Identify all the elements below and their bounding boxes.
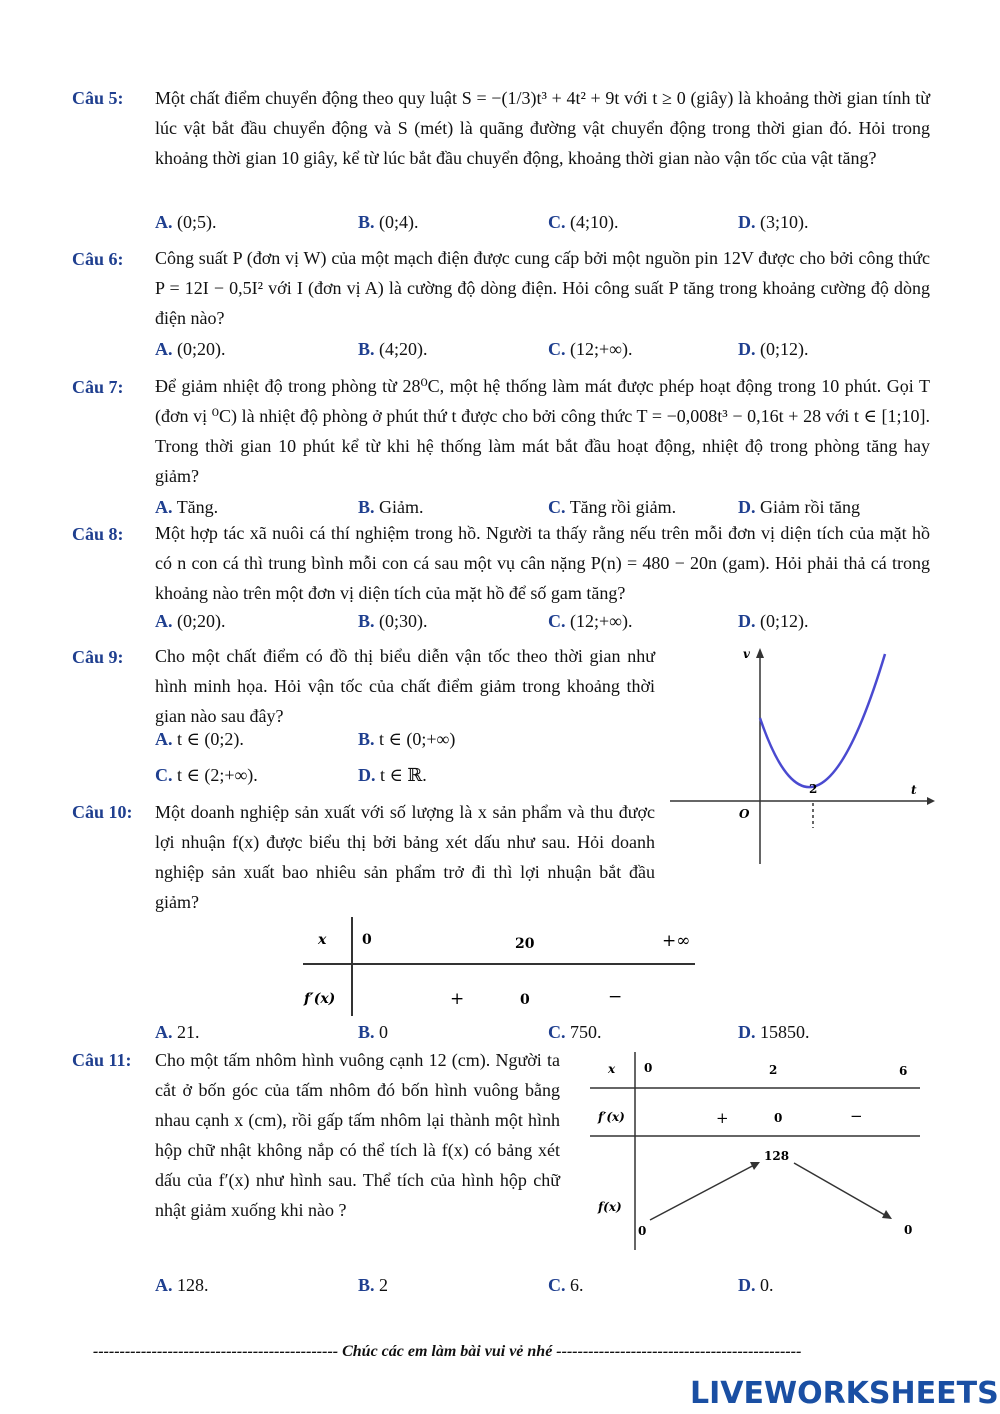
decrease-arrow	[794, 1163, 890, 1218]
q6-option-b[interactable]: B. (4;20).	[358, 339, 428, 359]
q6-option-a[interactable]: A. (0;20).	[155, 339, 226, 359]
v-axis-arrow	[756, 648, 764, 658]
q5-option-b[interactable]: B. (0;4).	[358, 212, 419, 232]
increase-arrow	[650, 1163, 758, 1220]
x0: 0	[644, 1061, 653, 1075]
q5-option-d[interactable]: D. (3;10).	[738, 212, 809, 232]
q6-label: Câu 6:	[72, 249, 124, 269]
velocity-curve	[760, 654, 885, 787]
q7-label: Câu 7:	[72, 377, 124, 397]
liveworksheets-logo[interactable]: LIVEWORKSHEETS	[690, 1376, 999, 1411]
q9-option-a[interactable]: A. t ∈ (0;2).	[155, 729, 244, 749]
x1: 2	[769, 1063, 778, 1077]
sign-minus: −	[850, 1107, 863, 1125]
q11-option-d[interactable]: D. 0.	[738, 1275, 774, 1295]
q11-text: Cho một tấm nhôm hình vuông cạnh 12 (cm). Người ta cắt ở bốn góc của tấm nhôm đó bốn hình vuông bằng nhau cạnh x (cm), rồi gấp tấm nhôm lại thành một hình hộp chữ nhật không nắp có thể tích là f(x) có bảng xét dấu của f′(x) như hình sau. Thể tích của hình hộp chữ nhật giảm xuống khi nào ?	[155, 1050, 560, 1220]
x2: +∞	[662, 931, 691, 951]
q10-text: Một doanh nghiệp sản xuất với số lượng là x sản phẩm và thu được lợi nhuận f(x) được biểu thị bởi bảng xét dấu như sau. Hỏi doanh nghiệp sản xuất bao nhiêu sản phẩm trở đi thì lợi nhuận bắt đầu giảm?	[155, 802, 655, 912]
q7-text: Để giảm nhiệt độ trong phòng từ 28⁰C, một hệ thống làm mát được phép hoạt động trong 10 phút. Gọi T (đơn vị ⁰C) là nhiệt độ phòng ở phút thứ t được cho bởi công thức T = −0,008t³ − 0,16t + 28 với t ∈ [1;10]. Trong thời gian 10 phút kể từ khi hệ thống làm mát bắt đầu hoạt động, nhiệt độ trong phòng tăng hay giảm?	[155, 376, 930, 486]
t-label: t	[911, 783, 917, 797]
q9-option-c[interactable]: C. t ∈ (2;+∞).	[155, 765, 258, 785]
q5-label: Câu 5:	[72, 88, 124, 108]
q11-option-b[interactable]: B. 2	[358, 1275, 389, 1295]
origin-label: O	[739, 807, 750, 821]
q8-option-a[interactable]: A. (0;20).	[155, 611, 226, 631]
q5-option-a[interactable]: A. (0;5).	[155, 212, 217, 232]
q9-text: Cho một chất điểm có đồ thị biểu diễn vận tốc theo thời gian như hình minh họa. Hỏi vận tốc của chất điểm giảm trong khoảng thời gian nào sau đây?	[155, 646, 655, 726]
f-at-0: 0	[638, 1224, 647, 1238]
fprime-head: f′(x)	[304, 991, 336, 1007]
sign-minus: −	[608, 987, 623, 1007]
t-axis-arrow	[927, 797, 935, 805]
f-at-6: 0	[904, 1223, 913, 1237]
variation-table-q11	[588, 1048, 928, 1253]
q5-text: Một chất điểm chuyển động theo quy luật S = −(1/3)t³ + 4t² + 9t với t ≥ 0 (giây) là khoảng thời gian tính từ lúc vật bắt đầu chuyển động và S (mét) là quãng đường vật chuyển động trong thời gian đó. Hỏi trong khoảng thời gian 10 giây, kể từ lúc bắt đầu chuyển động, khoảng thời gian nào vận tốc của vật tăng?	[155, 88, 930, 168]
q8-option-b[interactable]: B. (0;30).	[358, 611, 428, 631]
sign-table-q10	[300, 912, 700, 1022]
q6-text: Công suất P (đơn vị W) của một mạch điện được cung cấp bởi một nguồn pin 12V được cho bởi công thức P = 12I − 0,5I² với I (đơn vị A) là cường độ dòng điện. Hỏi công suất P tăng trong khoảng cường độ dòng điện nào?	[155, 248, 930, 328]
q10-label: Câu 10:	[72, 802, 133, 822]
q8-label: Câu 8:	[72, 524, 124, 544]
q8-option-d[interactable]: D. (0;12).	[738, 611, 809, 631]
footer-message: ---------------------------------------------- Chúc các em làm bài vui vẻ nhé ----------------------------------------------	[93, 1343, 802, 1360]
q9-option-d[interactable]: D. t ∈ ℝ.	[358, 765, 427, 785]
q6-option-d[interactable]: D. (0;12).	[738, 339, 809, 359]
sign-zero: 0	[520, 992, 530, 1008]
sign-plus: +	[716, 1109, 729, 1127]
x0: 0	[362, 932, 372, 948]
q9-option-b[interactable]: B. t ∈ (0;+∞)	[358, 729, 456, 749]
q5-option-c[interactable]: C. (4;10).	[548, 212, 619, 232]
q10-option-a[interactable]: A. 21.	[155, 1022, 200, 1042]
f-head: f(x)	[598, 1200, 622, 1214]
q10-option-d[interactable]: D. 15850.	[738, 1022, 810, 1042]
max-value: 128	[764, 1149, 790, 1163]
q11-option-a[interactable]: A. 128.	[155, 1275, 209, 1295]
x-head: x	[608, 1062, 616, 1076]
q8-text: Một hợp tác xã nuôi cá thí nghiệm trong hồ. Người ta thấy rằng nếu trên mỗi đơn vị diện tích của mặt hồ có n con cá thì trung bình mỗi con cá sau một vụ cân nặng P(n) = 480 − 20n (gam). Hỏi phải thả cá trong khoảng nào trên một đơn vị diện tích của mặt hồ để số gam tăng?	[155, 523, 930, 603]
q11-option-c[interactable]: C. 6.	[548, 1275, 584, 1295]
x1: 20	[515, 936, 535, 952]
sign-zero: 0	[774, 1111, 783, 1125]
q9-label: Câu 9:	[72, 647, 124, 667]
q10-option-c[interactable]: C. 750.	[548, 1022, 602, 1042]
x-head: x	[318, 932, 327, 948]
sign-plus: +	[450, 989, 465, 1009]
fprime-head: f′(x)	[598, 1110, 625, 1124]
v-label: v	[743, 647, 750, 661]
q7-option-a[interactable]: A. Tăng.	[155, 497, 219, 517]
q8-option-c[interactable]: C. (12;+∞).	[548, 611, 633, 631]
q7-option-d[interactable]: D. Giảm rồi tăng	[738, 497, 860, 517]
velocity-graph	[665, 640, 935, 870]
q11-label: Câu 11:	[72, 1050, 132, 1070]
q7-option-b[interactable]: B. Giảm.	[358, 497, 424, 517]
x2: 6	[899, 1064, 908, 1078]
q7-option-c[interactable]: C. Tăng rồi giảm.	[548, 497, 677, 517]
tick-2-label: 2	[809, 782, 818, 796]
q10-option-b[interactable]: B. 0	[358, 1022, 389, 1042]
q6-option-c[interactable]: C. (12;+∞).	[548, 339, 633, 359]
